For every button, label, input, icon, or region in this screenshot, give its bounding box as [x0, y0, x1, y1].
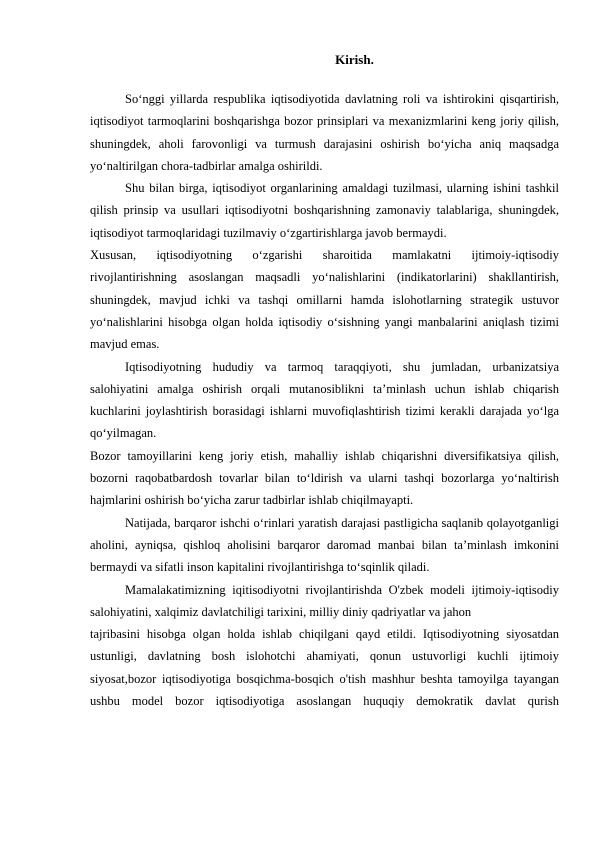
paragraph-1: Soʻnggi yillarda respublika iqtisodiyotida davlatning roli va ishtirokini qisqartirish, iqtisodiyot tarmoqlarini boshqarishga bozor prinsiplari va mexanizmlarini keng joriy qilish, shuningdek, aholi farovonligi va turmush darajasini oshirish boʻyicha aniq maqsadga yoʻnaltirilgan chora-tadbirlar amalga oshirildi. — [90, 92, 559, 173]
paragraph-3: Xususan, iqtisodiyotning oʻzgarishi sharoitida mamlakatni ijtimoiy-iqtisodiy rivojlantirishning asoslangan maqsadli yoʻnalishlarini (indikatorlarini) shakllantirish, shuningdek, mavjud ichki va tashqi omillarni hamda islohotlarning strategik ustuvor yoʻnalishlarini hisobga olgan holda iqtisodiy oʻsishning yangi manbalarini aniqlash tizimi mavjud emas. — [90, 248, 559, 352]
document-title: Kirish. — [335, 52, 374, 67]
paragraph-7: Mamalakatimizning iqitisodiyotni rivojlantirishda O'zbek modeli ijtimoiy-iqtisodiy salohiyatini, xalqimiz davlatchiligi tarixini, milliy diniy qadriyatlar va jahon — [90, 582, 559, 619]
paragraph-2: Shu bilan birga, iqtisodiyot organlarining amaldagi tuzilmasi, ularning ishini tashkil qilish prinsip va usullari iqtisodiyotni boshqarishning zamonaviy talablariga, shuningdek, iqtisodiyot tarmoqlaridagi tuzilmaviy oʻzgartirishlarga javob bermaydi. — [90, 181, 559, 240]
paragraph-8: tajribasini hisobga olgan holda ishlab chiqilgani qayd etildi. Iqtisodiyotning siyosatdan ustunligi, davlatning bosh islohotchi ahamiyati, qonun ustuvorligi kuchli ijtimoiy siyosat,bozor iqtisodiyotiga bosqichma-bosqich o'tish mashhur beshta tamoyilga tayangan ushbu model bozor iqtisodiyotiga asoslangan huquqiy demokratik davlat qurish — [90, 627, 559, 709]
paragraph-6: Natijada, barqaror ishchi oʻrinlari yaratish darajasi pastligicha saqlanib qolayotganligi aholini, ayniqsa, qishloq aholisini barqaror daromad manbai bilan taʼminlash imkonini bermaydi va sifatli inson kapitalini rivojlantirishga toʻsqinlik qiladi. — [90, 515, 559, 575]
paragraph-5: Bozor tamoyillarini keng joriy etish, mahalliy ishlab chiqarishni diversifikatsiya qilish, bozorni raqobatbardosh tovarlar bilan toʻldirish va ularni tashqi bozorlarga yoʻnaltirish hajmlarini oshirish boʻyicha zarur tadbirlar ishlab chiqilmayapti. — [90, 448, 559, 508]
paragraph-4: Iqtisodiyotning hududiy va tarmoq taraqqiyoti, shu jumladan, urbanizatsiya salohiyatini amalga oshirish orqali mutanosiblikni taʼminlash uchun ishlab chiqarish kuchlarini joylashtirish borasidagi ishlarni muvofiqlashtirish tizimi kerakli darajada yoʻlga qoʻyilmagan. — [90, 359, 559, 441]
